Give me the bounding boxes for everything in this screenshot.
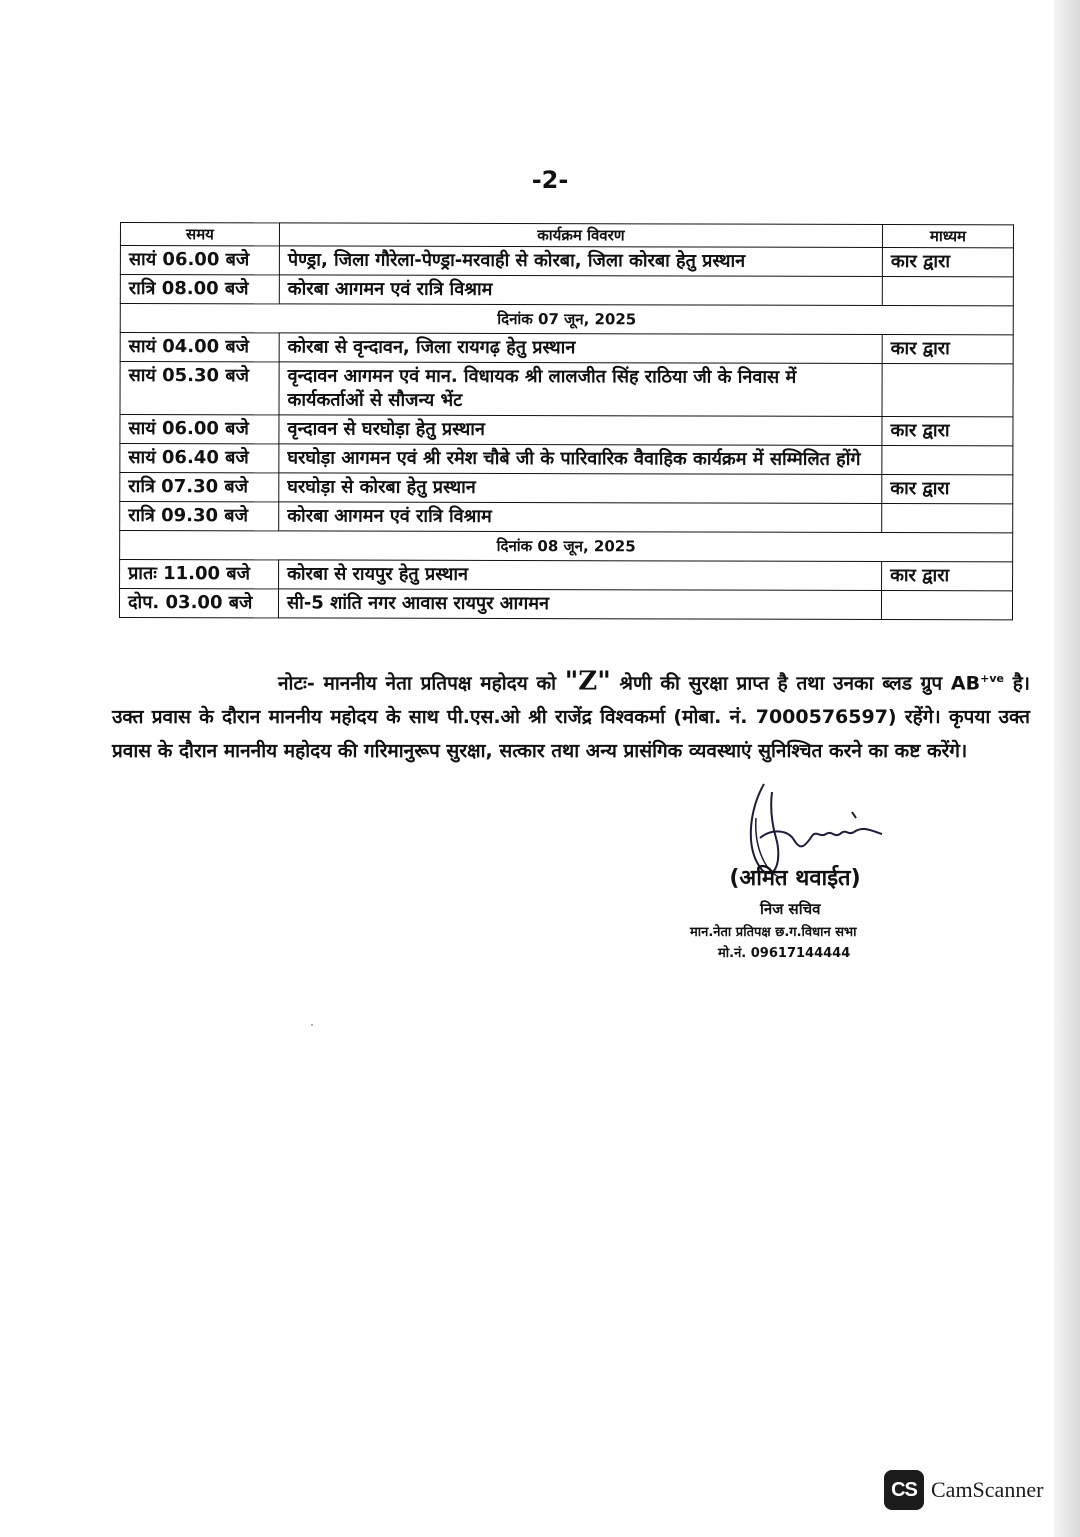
schedule-time: रात्रि 07.30 बजे [120,473,279,502]
z-category-mark: "Z" [564,666,611,697]
header-time: समय [120,223,279,246]
travel-mode [882,445,1013,474]
note-text-2: श्रेणी की सुरक्षा प्राप्त है तथा उनका ब्लड ग्रुप AB [610,672,981,695]
table-row [120,333,1013,364]
scan-edge-shadow [1054,0,1080,1537]
schedule-details: घरघोड़ा से कोरबा हेतु प्रस्थान [279,473,882,504]
schedule-time: रात्रि 08.00 बजे [120,275,279,304]
table-row [120,444,1013,475]
schedule-details: कोरबा से रायपुर हेतु प्रस्थान [279,560,882,591]
schedule-time: सायं 04.00 बजे [120,333,279,362]
schedule-body [119,246,1013,620]
table-row [120,473,1013,504]
travel-mode [882,276,1013,305]
note-text-3: है। उक्त प्रवास के दौरान माननीय महोदय के साथ पी.एस.ओ श्री राजेंद्र विश्वकर्मा (मोबा. नं. 7000576597) रहेंगे। कृपया उक्त प्रवास के दौरान माननीय महोदय की गरिमानुरूप सुरक्षा, सत्कार तथा अन्य प्रासंगिक व्यवस्थाएं सुनिश्चित करने का कष्ट करेंगे। [112,672,1030,763]
table-header-row [120,223,1013,248]
travel-mode: कार द्वारा [882,416,1013,445]
date-label: दिनांक 07 जून, 2025 [120,304,1013,335]
table-row [120,362,1013,417]
date-label: दिनांक 08 जून, 2025 [120,531,1013,562]
schedule-details: कोरबा से वृन्दावन, जिला रायगढ़ हेतु प्रस्थान [279,333,882,364]
signatory-designation: निज सचिव [760,900,821,918]
date-row [120,531,1013,562]
note-text-1: नोटः- माननीय नेता प्रतिपक्ष महोदय को [278,672,565,695]
travel-mode: कार द्वारा [882,247,1013,276]
schedule-time: सायं 06.00 बजे [120,246,279,275]
blood-group-superscript: +ve [980,672,1004,685]
scan-speck [311,1024,313,1026]
schedule-details: कोरबा आगमन एवं रात्रि विश्राम [279,275,882,306]
signatory-name: (अमित थवाईत) [729,866,861,891]
signatory-office: मान.नेता प्रतिपक्ष छ.ग.विधान सभा [690,925,857,940]
schedule-table [119,222,1014,620]
page-number: -2- [531,166,569,194]
note-paragraph [112,662,1030,768]
schedule-details: वृन्दावन से घरघोड़ा हेतु प्रस्थान [279,415,882,446]
schedule-details: घरघोड़ा आगमन एवं श्री रमेश चौबे जी के पारिवारिक वैवाहिक कार्यक्रम में सम्मिलित होंगे [279,444,882,475]
schedule-details: कोरबा आगमन एवं रात्रि विश्राम [279,502,882,533]
signatory-mobile: मो.नं. 09617144444 [718,946,851,961]
table-row [120,560,1013,591]
camscanner-watermark [884,1470,1043,1510]
table-row [119,589,1012,620]
schedule-time: सायं 05.30 बजे [120,362,279,415]
schedule-time: दोप. 03.00 बजे [119,589,278,618]
table-row [120,415,1013,446]
schedule-time: सायं 06.00 बजे [120,415,279,444]
schedule-time: सायं 06.40 बजे [120,444,279,473]
camscanner-text: CamScanner [931,1477,1044,1502]
table-row [120,275,1013,306]
schedule-details: सी-5 शांति नगर आवास रायपुर आगमन [278,589,881,620]
header-mode: माध्यम [882,224,1013,247]
schedule-details: पेण्ड्रा, जिला गौरेला-पेण्ड्रा-मरवाही से कोरबा, जिला कोरबा हेतु प्रस्थान [279,246,882,277]
date-row [120,304,1013,335]
travel-mode [882,503,1013,532]
header-details: कार्यक्रम विवरण [279,223,882,248]
schedule-time: प्रातः 11.00 बजे [120,560,279,589]
travel-mode [881,590,1012,619]
travel-mode: कार द्वारा [882,334,1013,363]
travel-mode [882,363,1013,416]
travel-mode: कार द्वारा [882,474,1013,503]
table-row [120,502,1013,533]
schedule-time: रात्रि 09.30 बजे [120,502,279,531]
table-row [120,246,1013,277]
schedule-details: वृन्दावन आगमन एवं मान. विधायक श्री लालजीत सिंह राठिया जी के निवास में कार्यकर्ताओं से सौजन्य भेंट [279,362,882,417]
camscanner-logo-icon: CS [884,1470,924,1510]
travel-mode: कार द्वारा [882,561,1013,590]
